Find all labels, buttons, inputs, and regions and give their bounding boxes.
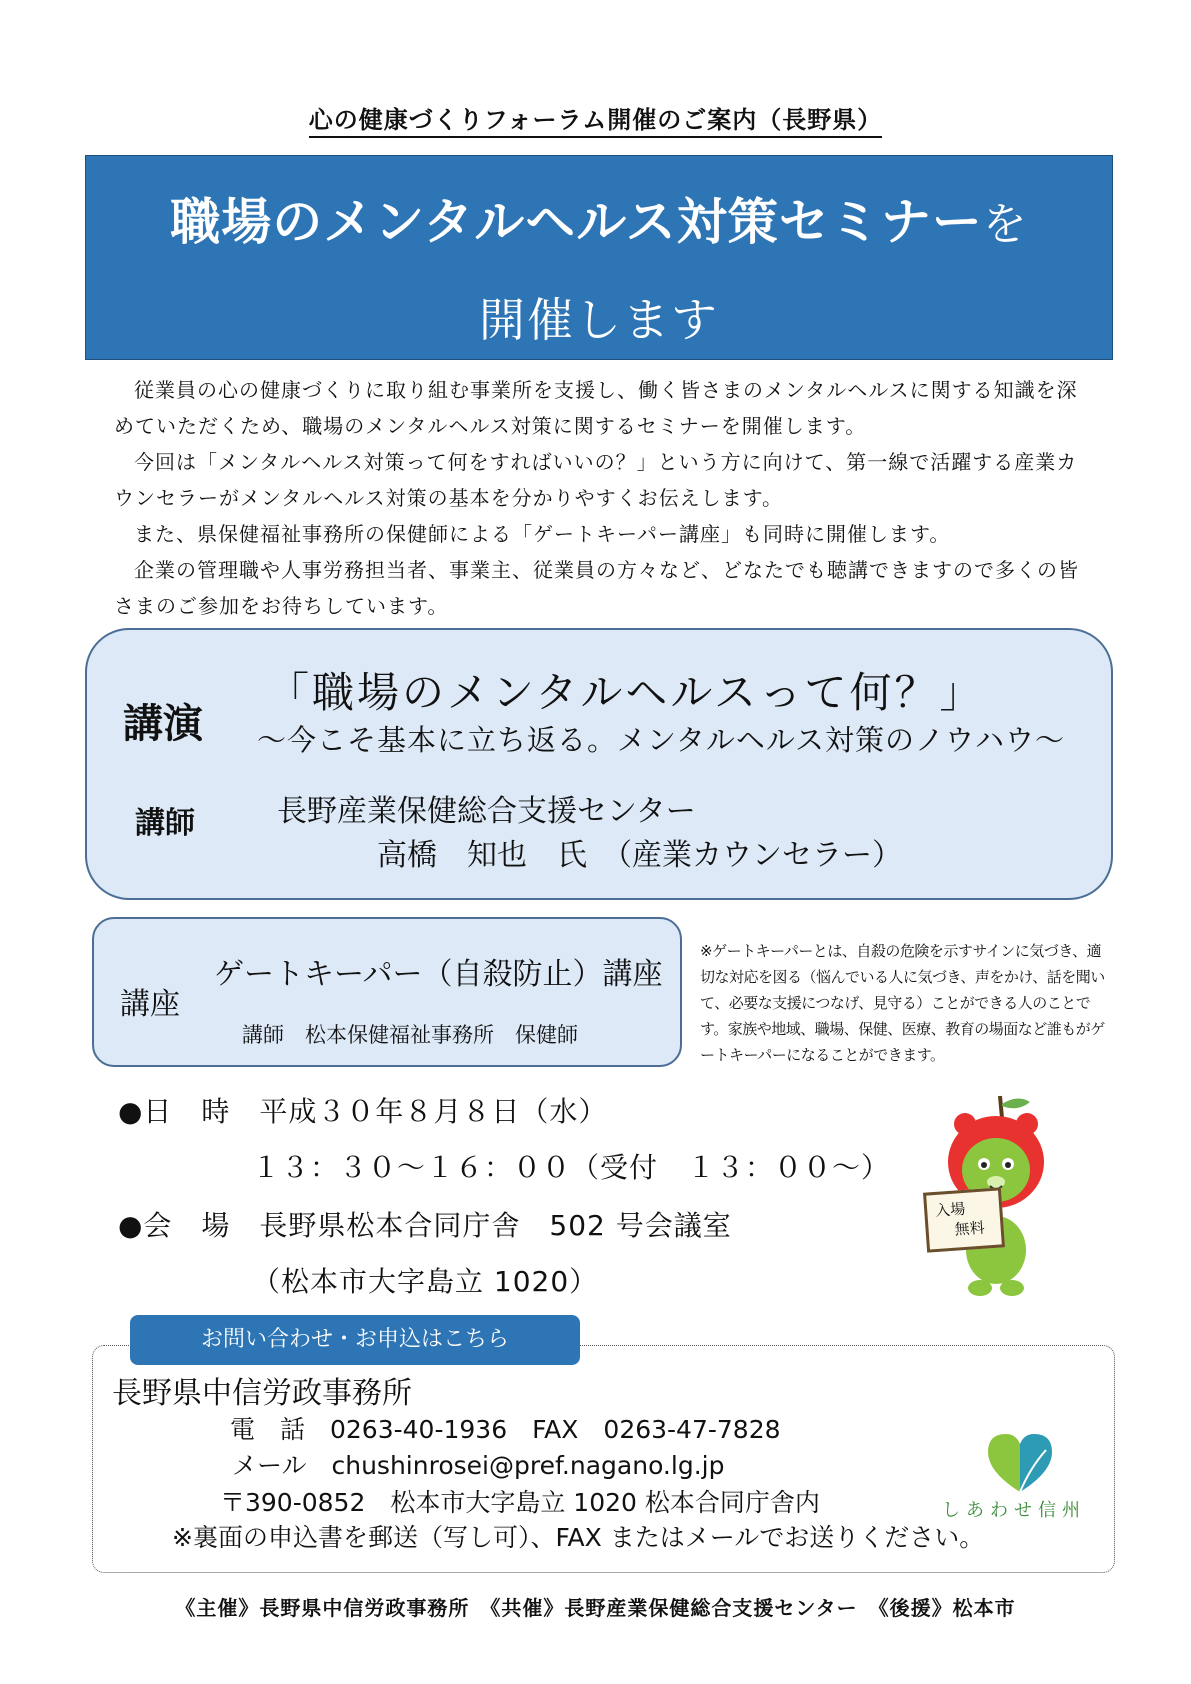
lecture-title: 「職場のメンタルヘルスって何？」 [267,668,985,717]
gatekeeper-instructor: 講師 松本保健福祉事務所 保健師 [242,1023,578,1047]
lecturer-label: 講師 [135,806,195,841]
sign-line-1: 入場 [934,1199,966,1220]
intro-text [114,372,1094,624]
contact-tab: お問い合わせ・お申込はこちら [130,1315,580,1365]
event-time: １３：３０～１６：００（受付 １３：００～） [252,1151,891,1184]
intro-paragraph: また、県保健福祉事務所の保健師による「ゲートキーパー講座」も同時に開催します。 [134,522,951,546]
intro-paragraph: 従業員の心の健康づくりに取り組む事業所を支援し、働く皆さまのメンタルヘルスに関する知識を深めていただくため、職場のメンタルヘルス対策に関するセミナーを開催します。 [114,378,1078,438]
shiawase-shinshu-logo [942,1428,1090,1528]
intro-paragraph: 今回は「メンタルヘルス対策って何をすればいいの？」という方に向けて、第一線で活躍する産業カウンセラーがメンタルヘルス対策の基本を分かりやすくお伝えします。 [114,450,1078,510]
contact-note: ※裏面の申込書を郵送（写し可）、FAX またはメールでお送りください。 [172,1523,985,1552]
gatekeeper-label: 講座 [120,987,180,1022]
event-date: ●日 時 平成３０年８月８日（水） [118,1095,608,1128]
free-entry-sign [923,1187,1005,1252]
lecture-label: 講演 [123,701,203,747]
event-venue: ●会 場 長野県松本合同庁舎 502 号会議室 [118,1209,732,1242]
banner-title-main: 職場のメンタルヘルス対策セミナー [170,193,983,251]
event-address: （松本市大字島立 1020） [252,1265,599,1298]
gatekeeper-box [92,917,682,1067]
footer-sponsors: 《主催》長野県中信労政事務所 《共催》長野産業保健総合支援センター 《後援》松本市 [175,1596,1016,1620]
contact-org: 長野県中信労政事務所 [112,1376,412,1411]
logo-text: しあわせ信州 [942,1500,1086,1521]
contact-postal: 〒390-0852 松本市大字島立 1020 松本合同庁舎内 [220,1488,820,1517]
banner-title-particle: を [982,199,1028,250]
lecturer-name: 高橋 知也 氏 （産業カウンセラー） [377,838,902,873]
lecture-subtitle: ～今こそ基本に立ち返る。メンタルヘルス対策のノウハウ～ [257,723,1065,757]
intro-paragraph: 企業の管理職や人事労務担当者、事業主、従業員の方々など、どなたでも聴講できますので多くの皆さまのご参加をお待ちしています。 [114,558,1079,618]
contact-phone-fax: 電 話 0263-40-1936 FAX 0263-47-7828 [230,1415,781,1444]
title-banner [85,155,1113,360]
header-text: 心の健康づくりフォーラム開催のご案内（長野県） [309,106,883,138]
gatekeeper-title: ゲートキーパー（自殺防止）講座 [214,957,663,992]
heart-leaf-logo-icon [950,1428,1090,1498]
header-line [0,100,1191,135]
lecture-box [85,628,1113,900]
banner-title [86,182,1112,254]
lecturer-org: 長野産業保健総合支援センター [277,794,696,829]
banner-subtitle: 開催します [479,293,719,347]
contact-email: メール chushinrosei@pref.nagano.lg.jp [232,1451,725,1480]
gatekeeper-note: ※ゲートキーパーとは、自殺の危険を示すサインに気づき、適切な対応を図る（悩んでいる人に気づき、声をかけ、話を聞いて、必要な支援につなげ、見守る）ことができる人のことです。家族や地域、職場、保健、医療、教育の場面など誰もがゲートキーパーになることができます。 [700,942,1105,1064]
sign-line-2: 無料 [954,1218,986,1239]
